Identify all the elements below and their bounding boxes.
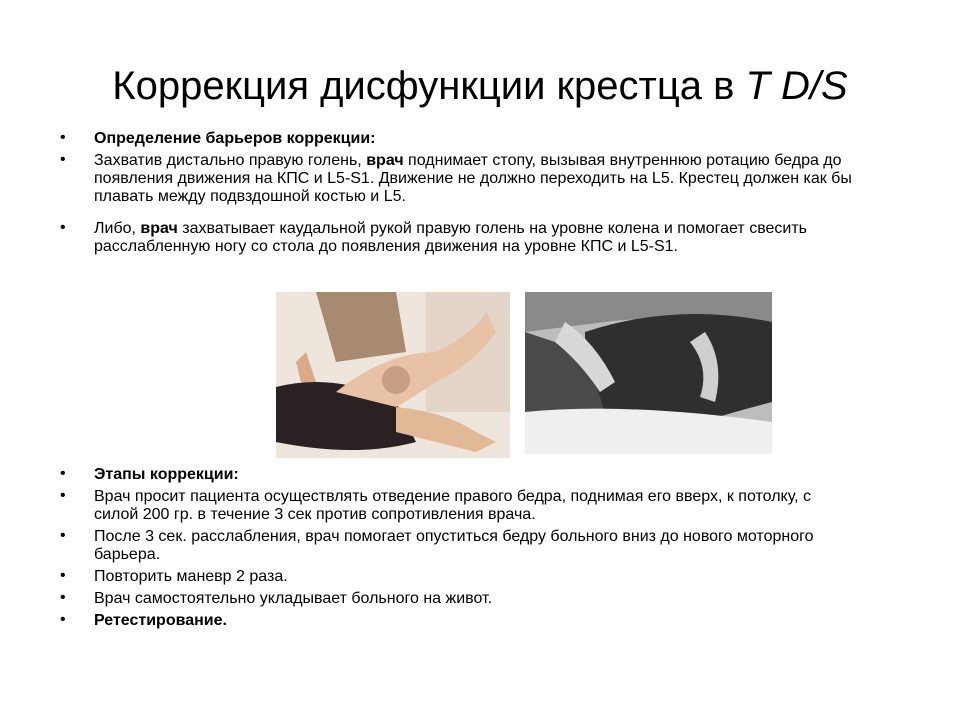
title-text: Коррекция дисфункции крестца в [112,64,746,108]
slide-title [0,62,960,110]
bullet-icon: • [60,151,66,168]
correction-steps-list [56,466,856,634]
title-italic-text: T D/S [745,64,848,108]
list-item [56,152,856,206]
item-text: поднимает стопу, вызывая внутреннюю ротацию бедра до появления движения на КПС и L5-S1. Движение не должно переходить на L5. Крестец должен как бы плавать между подвздошной костью и L5. [94,152,852,205]
bullet-icon: • [60,527,66,544]
photo-leg-lift-illustration [276,292,510,458]
list-item [56,130,856,148]
item-bold-text: врач [140,220,178,237]
item-text: Врач самостоятельно укладывает больного на живот. [94,590,493,607]
list-item [56,590,856,608]
photo-hip-rotation-illustration [525,292,772,454]
item-text: Либо, [94,220,141,237]
steps-heading: Этапы коррекции: [94,466,239,483]
list-item [56,488,856,524]
photo-hip-rotation [525,292,772,454]
item-text: Врач просит пациента осуществлять отведение правого бедра, поднимая его вверх, к потолку, с силой 200 гр. в течение 3 сек против сопротивления врача. [94,488,812,523]
bullet-icon: • [60,129,66,146]
item-bold-text: врач [366,152,404,169]
list-item [56,568,856,586]
item-text: Повторить маневр 2 раза. [94,568,288,585]
photo-leg-lift [276,292,510,458]
item-text: После 3 сек. расслабления, врач помогает опуститься бедру больного вниз до нового моторного барьера. [94,528,814,563]
list-item [56,612,856,630]
bullet-icon: • [60,589,66,606]
definition-list [56,130,856,260]
retest-text: Ретестирование. [94,612,227,629]
bullet-icon: • [60,465,66,482]
list-item [56,220,856,256]
list-item [56,466,856,484]
bullet-icon: • [60,219,66,236]
bullet-icon: • [60,487,66,504]
bullet-icon: • [60,611,66,628]
item-text: захватывает каудальной рукой правую голень на уровне колена и помогает свесить расслабленную ногу со стола до появления движения на уровне КПС и L5-S1. [94,220,808,255]
item-text: Захватив дистально правую голень, [94,152,367,169]
bullet-icon: • [60,567,66,584]
barrier-heading: Определение барьеров коррекции: [94,130,376,147]
list-item [56,528,856,564]
